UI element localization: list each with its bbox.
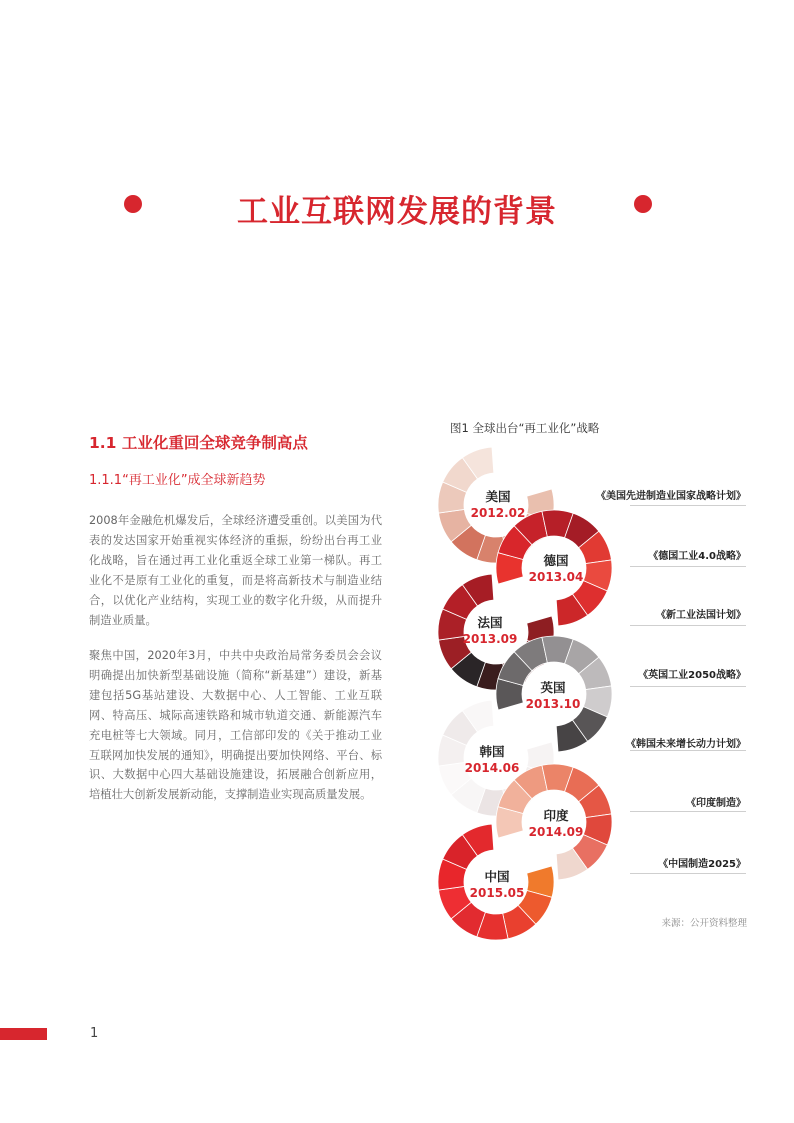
ring-label-de — [516, 553, 596, 585]
strategy-date: 2013.10 — [525, 697, 581, 711]
footer-bar — [0, 1028, 47, 1040]
page-number: 1 — [90, 1026, 99, 1041]
divider — [630, 625, 746, 626]
ring-label-us — [458, 489, 538, 521]
ring-label-uk — [513, 680, 593, 712]
section-heading: 1.1 工业化重回全球竞争制高点 — [89, 434, 308, 452]
strategy-date: 2014.09 — [528, 825, 584, 839]
strategy-date: 2014.06 — [464, 761, 520, 775]
country-name: 印度 — [543, 808, 569, 823]
strategy-fr: 《新工业法国计划》 — [656, 610, 746, 621]
paragraph-1: 2008年金融危机爆发后，全球经济遭受重创。以美国为代表的发达国家开始重视实体经济的重振，纷纷出台再工业化战略，旨在通过再工业化重返全球工业第一梯队。再工业化不是原有工业化的重复，而是将高新技术与制造业结合，以优化产业结构，实现工业的数字化升级，从而提升制造业质量。 — [89, 514, 382, 627]
section-subheading: 1.1.1“再工业化”成全球新趋势 — [89, 473, 266, 488]
divider — [630, 505, 746, 506]
page-title: 工业互联网发展的背景 — [237, 194, 557, 230]
ring-label-fr — [450, 615, 530, 647]
strategy-date: 2015.05 — [469, 886, 525, 900]
strategy-in: 《印度制造》 — [686, 798, 746, 809]
country-name: 德国 — [543, 553, 569, 568]
country-name: 韩国 — [479, 744, 505, 759]
strategy-date: 2013.04 — [528, 570, 584, 584]
divider — [630, 750, 746, 751]
strategy-de: 《德国工业4.0战略》 — [648, 551, 746, 562]
figure-source: 来源：公开资料整理 — [661, 918, 747, 929]
strategy-date: 2012.02 — [470, 506, 526, 520]
country-name: 法国 — [477, 615, 503, 630]
ring-label-cn — [457, 869, 537, 901]
country-name: 美国 — [485, 489, 511, 504]
strategy-uk: 《英国工业2050战略》 — [638, 670, 746, 681]
ring-label-in — [516, 808, 596, 840]
strategy-date: 2013.09 — [462, 632, 518, 646]
country-name: 英国 — [540, 680, 566, 695]
strategy-cn: 《中国制造2025》 — [658, 859, 746, 870]
divider — [630, 566, 746, 567]
divider — [630, 811, 746, 812]
divider — [630, 873, 746, 874]
ring-label-kr — [452, 744, 532, 776]
figure-caption: 图1 全球出台“再工业化”战略 — [450, 421, 600, 435]
strategy-us: 《美国先进制造业国家战略计划》 — [596, 491, 746, 502]
paragraph-2: 聚焦中国，2020年3月，中共中央政治局常务委员会会议明确提出加快新型基础设施（简称“新基建”）建设，新基建包括5G基站建设、大数据中心、人工智能、工业互联网、特高压、城际高速铁路和城市轨道交通、新能源汽车充电桩等七大领域。同月，工信部印发的《关于推动工业互联网加快发展的通知》，明确提出要加快网络、平台、标识、大数据中心四大基础设施建设，拓展融合创新应用，培植壮大创新发展新动能，支撑制造业实现高质量发展。 — [89, 649, 382, 802]
country-name: 中国 — [484, 869, 510, 884]
divider — [630, 686, 746, 687]
strategy-kr: 《韩国未来增长动力计划》 — [626, 739, 746, 750]
